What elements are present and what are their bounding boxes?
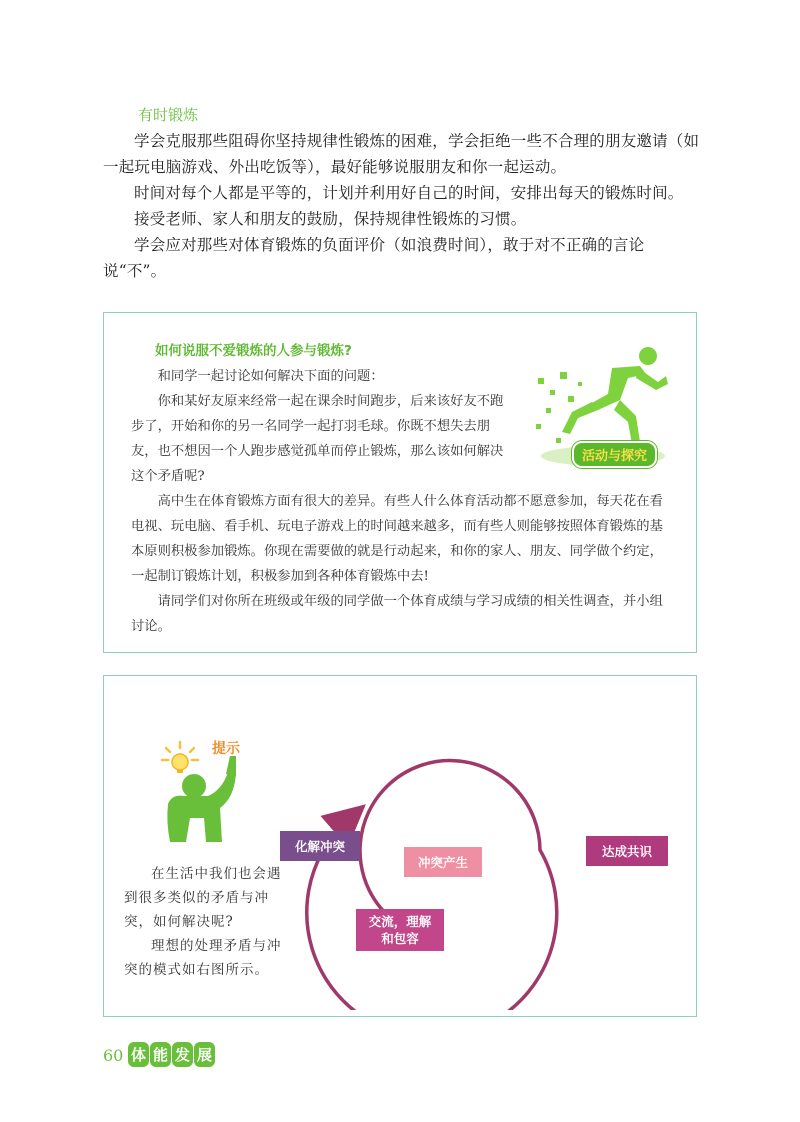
paragraph-3: 接受老师、家人和朋友的鼓励，保持规律性锻炼的习惯。 [134, 210, 527, 228]
label-resolve-conflict: 化解冲突 [280, 831, 360, 861]
activity-line-3: 高中生在体育锻炼方面有很大的差异。有些人什么体育活动都不愿意参加，每天花在看电视、玩电脑、看手机、玩电子游戏上的时间越来越多，而有些人则能够按照体育锻炼的基本原则积极参加锻炼。你现在需要做的就是行动起来，和你的家人、朋友、同学做个约定，一起制订锻炼计划，积极参加到各种体育锻炼中去! [131, 494, 663, 584]
tip-text-1: 在生活中我们也会遇到很多类似的矛盾与冲突，如何解决呢? [124, 866, 282, 930]
label-communicate: 交流，理解和包容 [356, 909, 444, 951]
book-title-logo [128, 1042, 215, 1067]
paragraph-2: 时间对每个人都是平等的，计划并利用好自己的时间，安排出每天的锻炼时间。 [134, 184, 684, 202]
book-title-char-1: 体 [128, 1042, 149, 1067]
tip-text-2: 理想的处理矛盾与冲突的模式如右图所示。 [124, 938, 282, 978]
page-number: 60 [103, 1046, 124, 1065]
spiral-arrow [307, 761, 557, 1010]
label-consensus: 达成共识 [586, 836, 668, 866]
activity-box-title: 如何说服不爱锻炼的人参与锻炼? [155, 343, 352, 359]
section-heading: 有时锻炼 [138, 106, 199, 124]
activity-line-4: 请同学们对你所在班级或年级的同学做一个体育成绩与学习成绩的相关性调查，并小组讨论。 [131, 594, 663, 634]
activity-badge: 活动与探究 [572, 441, 657, 468]
activity-line-1: 和同学一起讨论如何解决下面的问题： [157, 369, 384, 384]
paragraph-4: 学会应对那些对体育锻炼的负面评价（如浪费时间），敢于对不正确的言论说“不”。 [103, 236, 645, 280]
book-title-char-2: 能 [150, 1042, 171, 1067]
book-title-char-3: 发 [172, 1042, 193, 1067]
label-conflict-arises: 冲突产生 [404, 847, 482, 877]
tip-badge: 提示 [212, 741, 240, 757]
activity-line-2: 你和某好友原来经常一起在课余时间跑步，后来该好友不跑步了，开始和你的另一名同学一起打羽毛球。你既不想失去朋友，也不想因一个人跑步感觉孤单而停止锻炼，那么该如何解决这个矛盾呢? [131, 394, 504, 484]
paragraph-1: 学会克服那些阻碍你坚持规律性锻炼的困难，学会拒绝一些不合理的朋友邀请（如一起玩电脑游戏、外出吃饭等），最好能够说服朋友和你一起运动。 [103, 132, 700, 176]
book-title-char-4: 展 [194, 1042, 215, 1067]
